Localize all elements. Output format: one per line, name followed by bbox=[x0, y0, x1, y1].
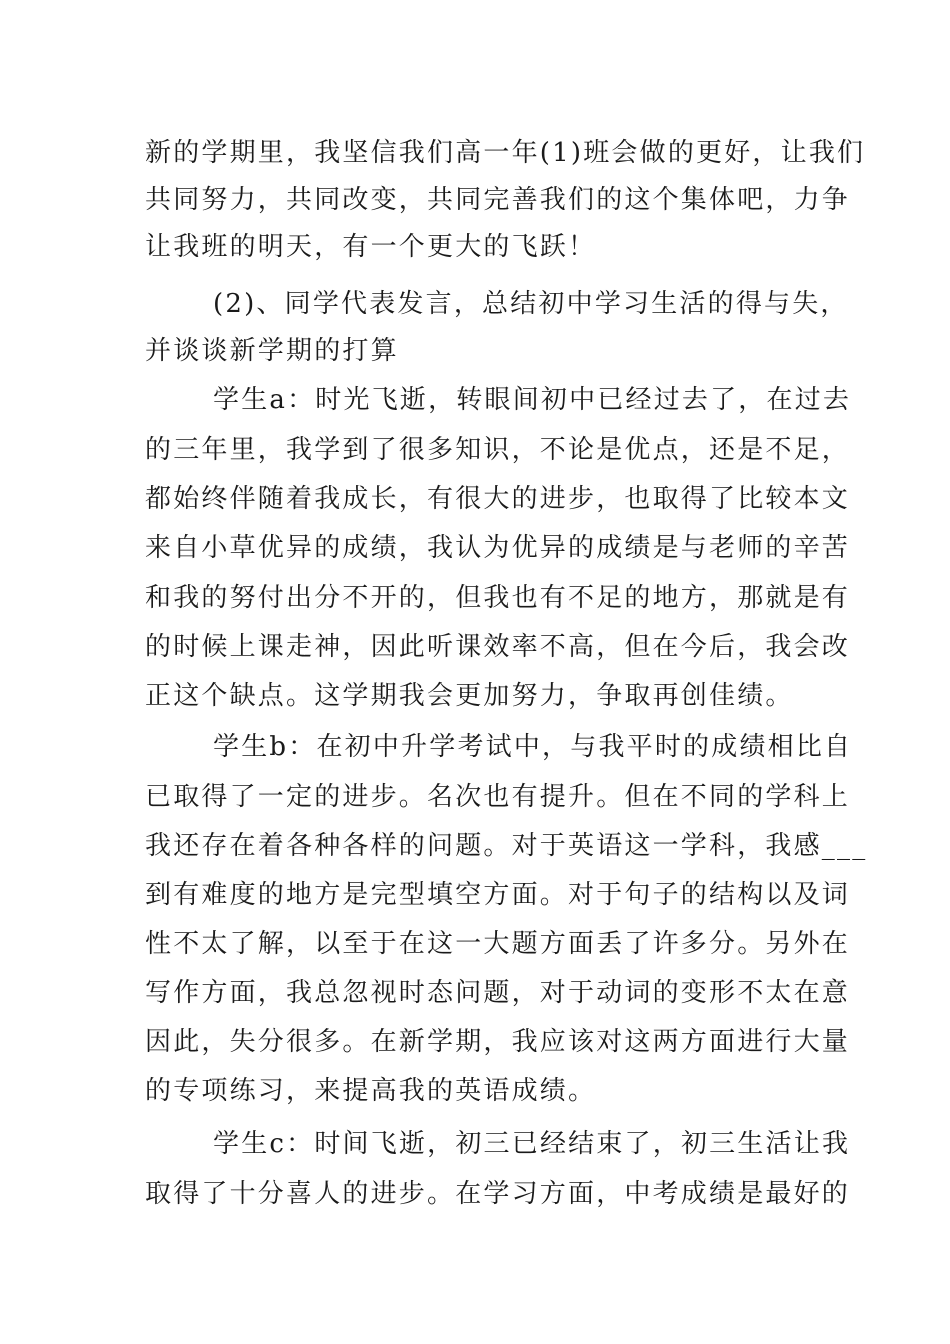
text-line: 来自小草优异的成绩，我认为优异的成绩是与老师的辛苦 bbox=[145, 533, 851, 563]
text-line: 因此，失分很多。在新学期，我应该对这两方面进行大量 bbox=[145, 1027, 851, 1057]
text-line: 的专项练习，来提高我的英语成绩。 bbox=[145, 1076, 597, 1106]
text-line: 学生a：时光飞逝，转眼间初中已经过去了，在过去 bbox=[213, 385, 852, 415]
text-line: (2)、同学代表发言，总结初中学习生活的得与失， bbox=[213, 289, 849, 319]
text-line: 的时候上课走神，因此听课效率不高，但在今后，我会改 bbox=[145, 632, 851, 662]
text-line: 共同努力，共同改变，共同完善我们的这个集体吧，力争 bbox=[145, 185, 851, 215]
text-line: 我还存在着各种各样的问题。对于英语这一学科，我感___ bbox=[145, 831, 868, 861]
text-line: 正这个缺点。这学期我会更加努力，争取再创佳绩。 bbox=[145, 681, 794, 711]
text-line: 性不太了解，以至于在这一大题方面丢了许多分。另外在 bbox=[145, 929, 851, 959]
text-line: 取得了十分喜人的进步。在学习方面，中考成绩是最好的 bbox=[145, 1179, 851, 1209]
text-line: 并谈谈新学期的打算 bbox=[145, 336, 399, 366]
text-line: 学生c：时间飞逝，初三已经结束了，初三生活让我 bbox=[213, 1129, 851, 1159]
text-line: 到有难度的地方是完型填空方面。对于句子的结构以及词 bbox=[145, 880, 851, 910]
text-line: 都始终伴随着我成长，有很大的进步，也取得了比较本文 bbox=[145, 484, 851, 514]
text-line: 新的学期里，我坚信我们高一年(1)班会做的更好，让我们 bbox=[145, 138, 866, 168]
text-line: 让我班的明天，有一个更大的飞跃！ bbox=[145, 232, 597, 262]
text-line: 写作方面，我总忽视时态问题，对于动词的变形不太在意 bbox=[145, 978, 851, 1008]
text-line: 的三年里，我学到了很多知识，不论是优点，还是不足， bbox=[145, 435, 851, 465]
text-line: 和我的努付出分不开的，但我也有不足的地方，那就是有 bbox=[145, 583, 851, 613]
text-line: 学生b：在初中升学考试中，与我平时的成绩相比自 bbox=[213, 732, 853, 762]
text-line: 已取得了一定的进步。名次也有提升。但在不同的学科上 bbox=[145, 782, 851, 812]
